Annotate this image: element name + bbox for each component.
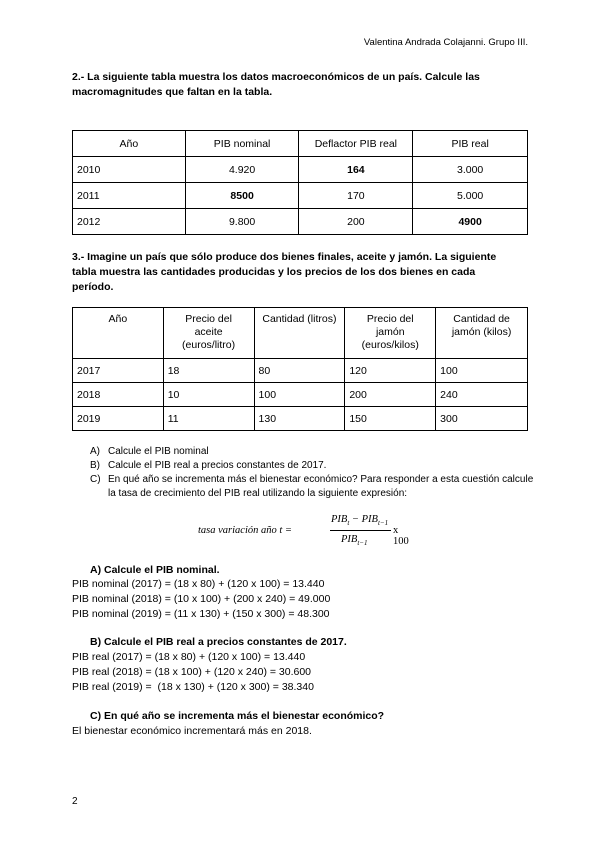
table-header-cell	[163, 308, 254, 359]
table-cell-answer: 8500	[185, 183, 299, 209]
answer-line: PIB real (2017) = (18 x 80) + (120 x 100) = 13.440	[72, 651, 306, 663]
table-row	[73, 157, 528, 183]
fraction-bar	[330, 530, 391, 531]
list-marker: C)	[90, 474, 101, 485]
answer-line: PIB nominal (2018) = (10 x 100) + (200 x 240) = 49.000	[72, 593, 331, 605]
table-cell-answer: 4900	[413, 209, 528, 235]
table-cell: 300	[436, 407, 528, 431]
question-3-title-line: 3.- Imagine un país que sólo produce dos bienes finales, aceite y jamón. La siguiente	[72, 251, 497, 263]
header-text: Cantidad de	[453, 313, 510, 325]
table-cell: 80	[254, 359, 345, 383]
answer-line: PIB nominal (2019) = (11 x 130) + (150 x 300) = 48.300	[72, 608, 330, 620]
table-row	[73, 383, 528, 407]
answer-line: PIB real (2018) = (18 x 100) + (120 x 240) = 30.600	[72, 666, 312, 678]
formula-term: PIB	[341, 534, 358, 545]
table-header-row	[73, 308, 528, 359]
table-header-row	[73, 131, 528, 157]
header-text: Precio del	[366, 313, 414, 325]
answer-line: PIB real (2019) = (18 x 130) + (120 x 300) = 38.340	[72, 681, 314, 693]
question-2-title-line: macromagnitudes que faltan en la tabla.	[72, 86, 273, 98]
formula-subscript: t−1	[377, 519, 389, 528]
table-cell-year: 2017	[73, 359, 164, 383]
header-text: Año	[108, 313, 128, 325]
table-cell-year: 2010	[73, 157, 186, 183]
table-cell: 5.000	[413, 183, 528, 209]
list-marker: B)	[90, 460, 100, 471]
table-cell: 100	[254, 383, 345, 407]
header-author: Valentina Andrada Colajanni. Grupo III.	[363, 37, 528, 48]
table-cell-year: 2012	[73, 209, 186, 235]
question-3-item-list	[90, 445, 535, 501]
growth-rate-formula	[198, 512, 413, 552]
question-2-title	[72, 70, 528, 100]
formula-numerator	[331, 514, 388, 527]
production-prices-table	[72, 307, 528, 431]
formula-term: PIB	[331, 514, 348, 525]
table-cell: 200	[345, 383, 436, 407]
table-cell: 3.000	[413, 157, 528, 183]
table-header-cell: PIB real	[413, 131, 528, 157]
page-number: 2	[72, 796, 78, 807]
table-header-cell: PIB nominal	[185, 131, 299, 157]
answer-b-title: B) Calcule el PIB real a precios constantes de 2017.	[90, 636, 347, 648]
formula-subscript: t	[347, 519, 350, 528]
macro-data-table	[72, 130, 528, 235]
table-cell: 4.920	[185, 157, 299, 183]
answer-line: El bienestar económico incrementará más en 2018.	[72, 725, 312, 737]
table-cell-year: 2019	[73, 407, 164, 431]
question-2-title-line: 2.- La siguiente tabla muestra los datos macroeconómicos de un país. Calcule las	[72, 71, 480, 83]
header-text: (euros/kilos)	[361, 339, 419, 351]
question-3-title-line: tabla muestra las cantidades producidas y los precios de los dos bienes en cada	[72, 266, 476, 278]
table-cell: 100	[436, 359, 528, 383]
table-header-cell	[345, 308, 436, 359]
table-header-cell	[436, 308, 528, 359]
table-cell: 200	[299, 209, 413, 235]
formula-rhs: x 100	[393, 525, 409, 547]
question-3-title-line: período.	[72, 281, 114, 293]
table-row	[73, 359, 528, 383]
answer-c-title: C) En qué año se incrementa más el bienestar económico?	[90, 710, 385, 722]
list-marker: A)	[90, 446, 100, 457]
list-item	[90, 459, 535, 473]
header-text: Precio del	[185, 313, 232, 325]
table-cell: 130	[254, 407, 345, 431]
table-header-cell: Año	[73, 131, 186, 157]
header-text: Cantidad (litros)	[262, 313, 337, 325]
table-cell: 240	[436, 383, 528, 407]
table-cell: 10	[163, 383, 254, 407]
table-header-cell	[254, 308, 345, 359]
list-item	[90, 473, 535, 501]
header-text: jamón	[375, 326, 405, 338]
table-cell: 9.800	[185, 209, 299, 235]
header-text: (euros/litro)	[182, 339, 236, 351]
list-item-text: Calcule el PIB nominal	[108, 446, 209, 457]
list-item-text: Calcule el PIB real a precios constantes de 2017.	[108, 460, 327, 471]
table-cell-year: 2011	[73, 183, 186, 209]
formula-term: − PIB	[349, 514, 378, 525]
formula-lhs: tasa variación año t =	[198, 525, 292, 536]
formula-denominator	[341, 534, 368, 547]
list-item	[90, 445, 535, 459]
question-3-title	[72, 250, 528, 295]
header-text: aceite	[194, 326, 223, 338]
answer-a-title: A) Calcule el PIB nominal.	[90, 564, 220, 576]
table-cell-answer: 164	[299, 157, 413, 183]
formula-subscript: t−1	[357, 539, 368, 548]
table-row	[73, 209, 528, 235]
table-row	[73, 407, 528, 431]
table-cell: 170	[299, 183, 413, 209]
table-header-cell: Deflactor PIB real	[299, 131, 413, 157]
table-cell: 18	[163, 359, 254, 383]
table-cell-year: 2018	[73, 383, 164, 407]
header-text: jamón (kilos)	[451, 326, 512, 338]
table-row	[73, 183, 528, 209]
table-header-cell	[73, 308, 164, 359]
table-cell: 120	[345, 359, 436, 383]
list-item-text: En qué año se incrementa más el bienestar económico? Para responder a esta cuestión calcule la tasa de crecimiento del PIB real utilizando la siguiente expresión:	[108, 474, 534, 499]
table-cell: 11	[163, 407, 254, 431]
table-cell: 150	[345, 407, 436, 431]
answer-line: PIB nominal (2017) = (18 x 80) + (120 x 100) = 13.440	[72, 578, 325, 590]
